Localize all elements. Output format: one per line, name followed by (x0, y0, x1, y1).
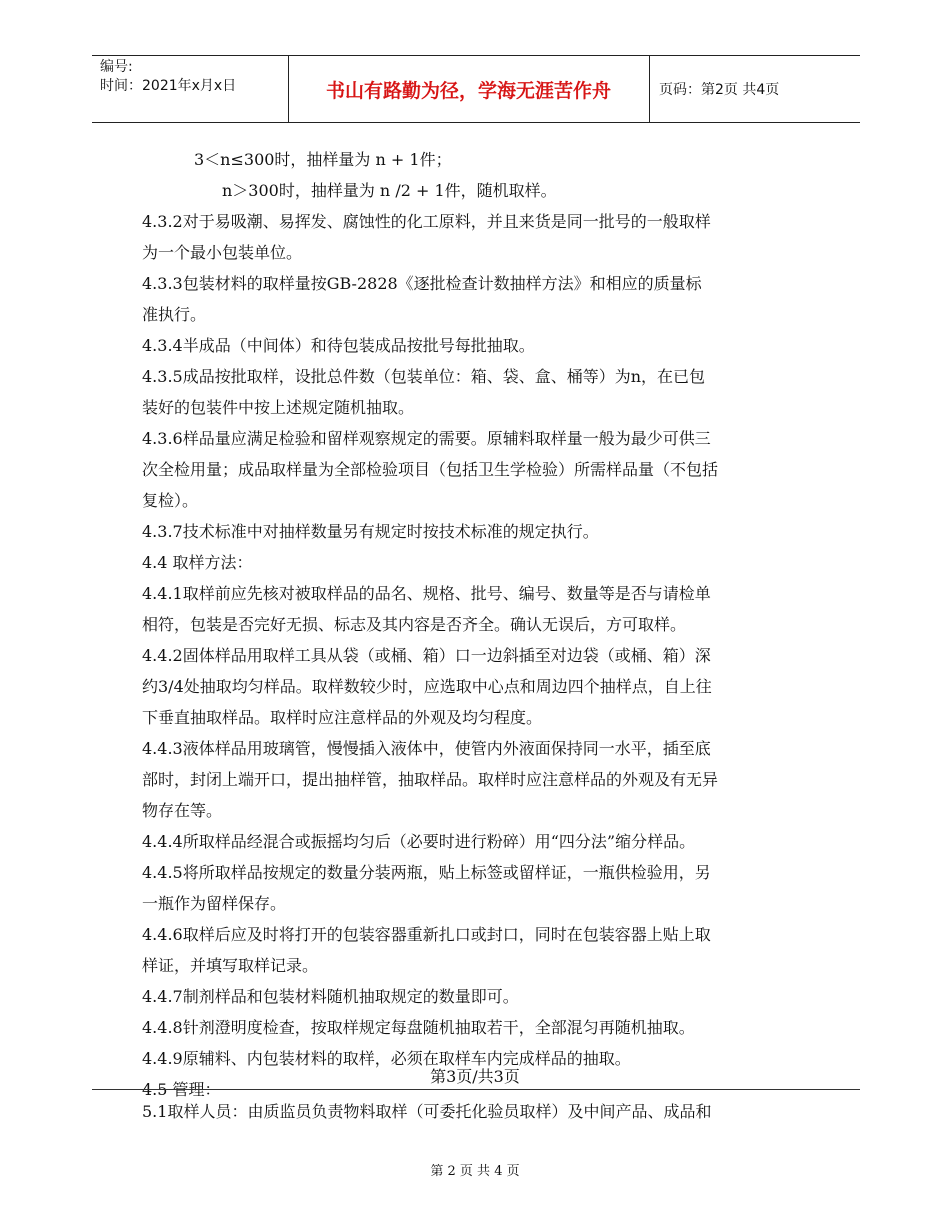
continued-paragraph: 5.1取样人员：由质监员负责物料取样（可委托化验员取样）及中间产品、成品和 (142, 1102, 712, 1121)
document-body (142, 144, 822, 1105)
text-line: 4.3.5成品按批取样，设批总件数（包装单位：箱、袋、盒、桶等）为n，在已包 (142, 367, 706, 386)
text-line: 3＜n≤300时，抽样量为 n + 1件； (194, 150, 452, 169)
text-line: 复检）。 (142, 491, 199, 510)
text-line: 4.4.4所取样品经混合或振摇均匀后（必要时进行粉碎）用“四分法”缩分样品。 (142, 832, 696, 851)
text-line: 4.4.2固体样品用取样工具从袋（或桶、箱）口一边斜插至对边袋（或桶、箱）深 (142, 646, 711, 665)
text-line: 4.4.8针剂澄明度检查，按取样规定每盘随机抽取若干，全部混匀再随机抽取。 (142, 1018, 695, 1037)
text-line: 装好的包装件中按上述规定随机抽取。 (142, 398, 415, 417)
header-meta (100, 58, 290, 96)
text-line: 约3/4处抽取均匀样品。取样数较少时，应选取中心点和周边四个抽样点，自上往 (142, 677, 712, 696)
text-line: 4.4.3液体样品用玻璃管，慢慢插入液体中，使管内外液面保持同一水平，插至底 (142, 739, 711, 758)
page-footer: 第 2 页 共 4 页 (430, 1164, 520, 1179)
text-line: 4.3.3包装材料的取样量按GB-2828《逐批检查计数抽样方法》和相应的质量标 (142, 274, 702, 293)
text-line: 4.5 管理： (142, 1080, 221, 1099)
text-line: 物存在等。 (142, 801, 223, 820)
text-line: 样证，并填写取样记录。 (142, 956, 319, 975)
text-line: 4.3.7技术标准中对抽样数量另有规定时按技术标准的规定执行。 (142, 522, 599, 541)
text-line: 4.3.2对于易吸潮、易挥发、腐蚀性的化工原料，并且来货是同一批号的一般取样 (142, 212, 711, 231)
text-line: 4.4.6取样后应及时将打开的包装容器重新扎口或封口，同时在包装容器上贴上取 (142, 925, 711, 944)
text-line: 为一个最小包装单位。 (142, 243, 303, 262)
header-page-info: 页码：第2页 共4页 (659, 82, 780, 98)
text-line: 次全检用量；成品取样量为全部检验项目（包括卫生学检验）所需样品量（不包括 (142, 460, 719, 479)
header-motto: 书山有路勤为径，学海无涯苦作舟 (325, 80, 611, 102)
document-number-label: 编号: (100, 59, 133, 75)
text-line: 4.4 取样方法： (142, 553, 253, 572)
text-line: 4.4.1取样前应先核对被取样品的品名、规格、批号、编号、数量等是否与请检单 (142, 584, 711, 603)
text-line: 部时，封闭上端开口，提出抽样管，抽取样品。取样时应注意样品的外观及有无异 (142, 770, 719, 789)
text-line: 4.4.5将所取样品按规定的数量分装两瓶，贴上标签或留样证，一瓶供检验用，另 (142, 863, 711, 882)
header-divider (649, 56, 650, 122)
document-time: 时间：2021年x月x日 (100, 78, 237, 94)
page-break-rule (92, 1089, 860, 1090)
text-line: 下垂直抽取样品。取样时应注意样品的外观及均匀程度。 (142, 708, 543, 727)
text-line: 4.4.7制剂样品和包装材料随机抽取规定的数量即可。 (142, 987, 519, 1006)
text-line: 准执行。 (142, 305, 207, 324)
inner-page-mark: 第3页/共3页 (430, 1067, 520, 1086)
text-line: 4.4.9原辅料、内包装材料的取样，必须在取样车内完成样品的抽取。 (142, 1049, 631, 1068)
text-line: n＞300时，抽样量为 n /2 + 1件，随机取样。 (222, 181, 557, 200)
text-line: 4.3.6样品量应满足检验和留样观察规定的需要。原辅料取样量一般为最少可供三 (142, 429, 711, 448)
text-line: 一瓶作为留样保存。 (142, 894, 287, 913)
page-header (92, 55, 860, 123)
text-line: 4.3.4半成品（中间体）和待包装成品按批号每批抽取。 (142, 336, 535, 355)
text-line: 相符，包装是否完好无损、标志及其内容是否齐全。确认无误后，方可取样。 (142, 615, 687, 634)
